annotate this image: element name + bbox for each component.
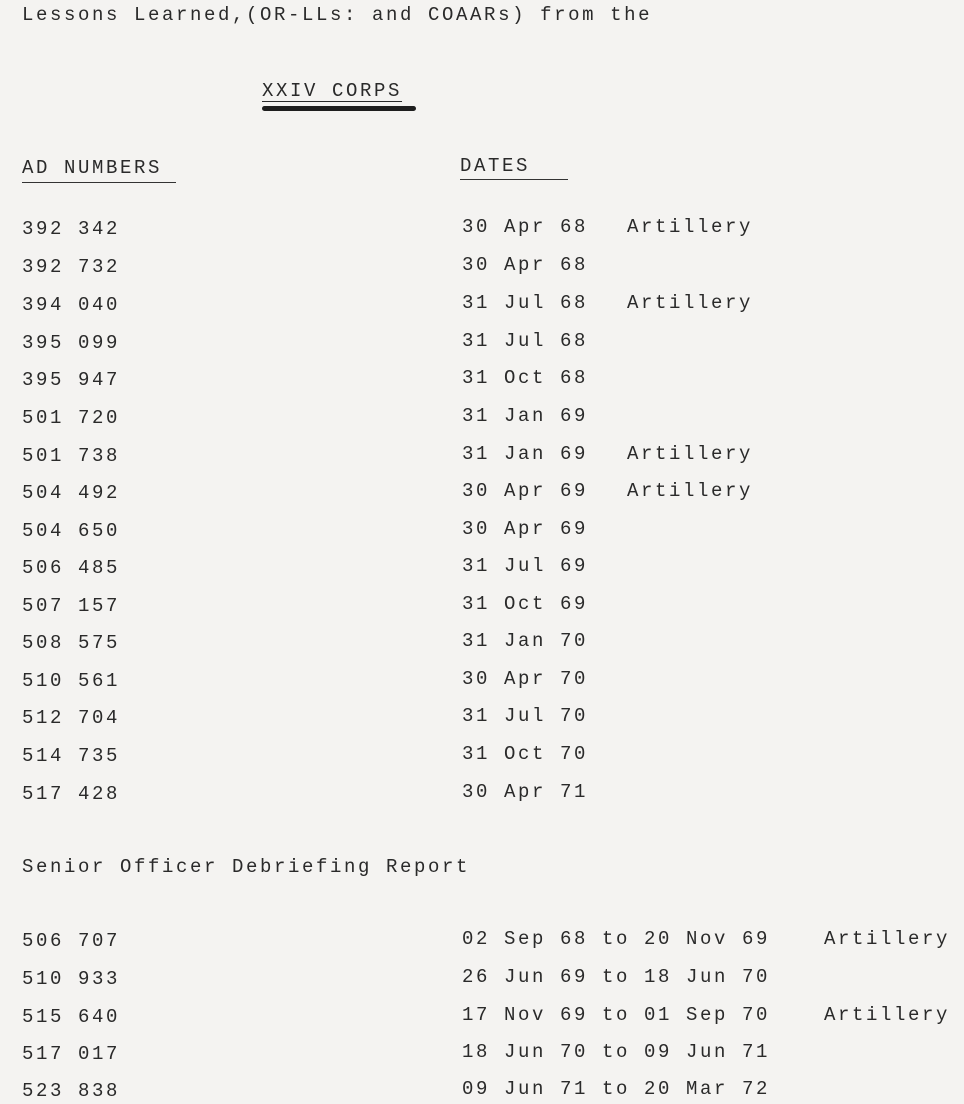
lesson-date: 30 Apr 71 bbox=[462, 781, 589, 803]
lesson-ad: 507 157 bbox=[22, 595, 121, 617]
debrief-ad: 515 640 bbox=[22, 1006, 121, 1028]
lesson-date: 31 Jan 70 bbox=[462, 630, 589, 652]
debrief-title: Senior Officer Debriefing Report bbox=[22, 856, 471, 878]
lesson-note: Artillery bbox=[627, 292, 754, 314]
debrief-date: 09 Jun 71 to 20 Mar 72 bbox=[462, 1078, 771, 1100]
debrief-ad: 506 707 bbox=[22, 930, 121, 952]
col-header-dates-rule bbox=[460, 179, 568, 180]
debrief-ad: 523 838 bbox=[22, 1080, 121, 1102]
lesson-ad: 512 704 bbox=[22, 707, 121, 729]
lesson-date: 31 Jul 70 bbox=[462, 705, 589, 727]
lesson-ad: 504 492 bbox=[22, 482, 121, 504]
lesson-date: 30 Apr 69 bbox=[462, 518, 589, 540]
lesson-ad: 508 575 bbox=[22, 632, 121, 654]
lesson-ad: 514 735 bbox=[22, 745, 121, 767]
lesson-ad: 510 561 bbox=[22, 670, 121, 692]
lesson-ad: 395 947 bbox=[22, 369, 121, 391]
lesson-date: 31 Oct 68 bbox=[462, 367, 589, 389]
lesson-date: 31 Jul 69 bbox=[462, 555, 589, 577]
lesson-date: 30 Apr 68 bbox=[462, 254, 589, 276]
lesson-date: 31 Oct 69 bbox=[462, 593, 589, 615]
debrief-date: 17 Nov 69 to 01 Sep 70 bbox=[462, 1004, 771, 1026]
debrief-ad: 510 933 bbox=[22, 968, 121, 990]
debrief-date: 02 Sep 68 to 20 Nov 69 bbox=[462, 928, 771, 950]
lesson-date: 31 Jul 68 bbox=[462, 330, 589, 352]
lesson-date: 31 Oct 70 bbox=[462, 743, 589, 765]
lesson-note: Artillery bbox=[627, 216, 754, 238]
lesson-date: 30 Apr 69 bbox=[462, 480, 589, 502]
debrief-note: Artillery bbox=[824, 1004, 951, 1026]
lesson-date: 30 Apr 70 bbox=[462, 668, 589, 690]
lesson-ad: 501 738 bbox=[22, 445, 121, 467]
intro-line: Lessons Learned,(OR-LLs: and COAARs) from the bbox=[22, 4, 653, 26]
corps-title: XXIV CORPS bbox=[262, 80, 403, 102]
lesson-ad: 395 099 bbox=[22, 332, 121, 354]
lesson-date: 31 Jan 69 bbox=[462, 405, 589, 427]
col-header-dates: DATES bbox=[460, 155, 531, 177]
corps-title-underline-mark bbox=[262, 106, 416, 111]
col-header-ad-numbers: AD NUMBERS bbox=[22, 157, 163, 179]
debrief-date: 18 Jun 70 to 09 Jun 71 bbox=[462, 1041, 771, 1063]
lesson-ad: 392 732 bbox=[22, 256, 121, 278]
lesson-note: Artillery bbox=[627, 480, 754, 502]
lesson-ad: 392 342 bbox=[22, 218, 121, 240]
lesson-ad: 504 650 bbox=[22, 520, 121, 542]
lesson-ad: 517 428 bbox=[22, 783, 121, 805]
lesson-ad: 394 040 bbox=[22, 294, 121, 316]
debrief-date: 26 Jun 69 to 18 Jun 70 bbox=[462, 966, 771, 988]
col-header-ad-rule bbox=[22, 182, 176, 183]
lesson-date: 31 Jan 69 bbox=[462, 443, 589, 465]
lesson-ad: 501 720 bbox=[22, 407, 121, 429]
lesson-date: 31 Jul 68 bbox=[462, 292, 589, 314]
lesson-ad: 506 485 bbox=[22, 557, 121, 579]
lesson-date: 30 Apr 68 bbox=[462, 216, 589, 238]
lesson-note: Artillery bbox=[627, 443, 754, 465]
debrief-ad: 517 017 bbox=[22, 1043, 121, 1065]
debrief-note: Artillery bbox=[824, 928, 951, 950]
